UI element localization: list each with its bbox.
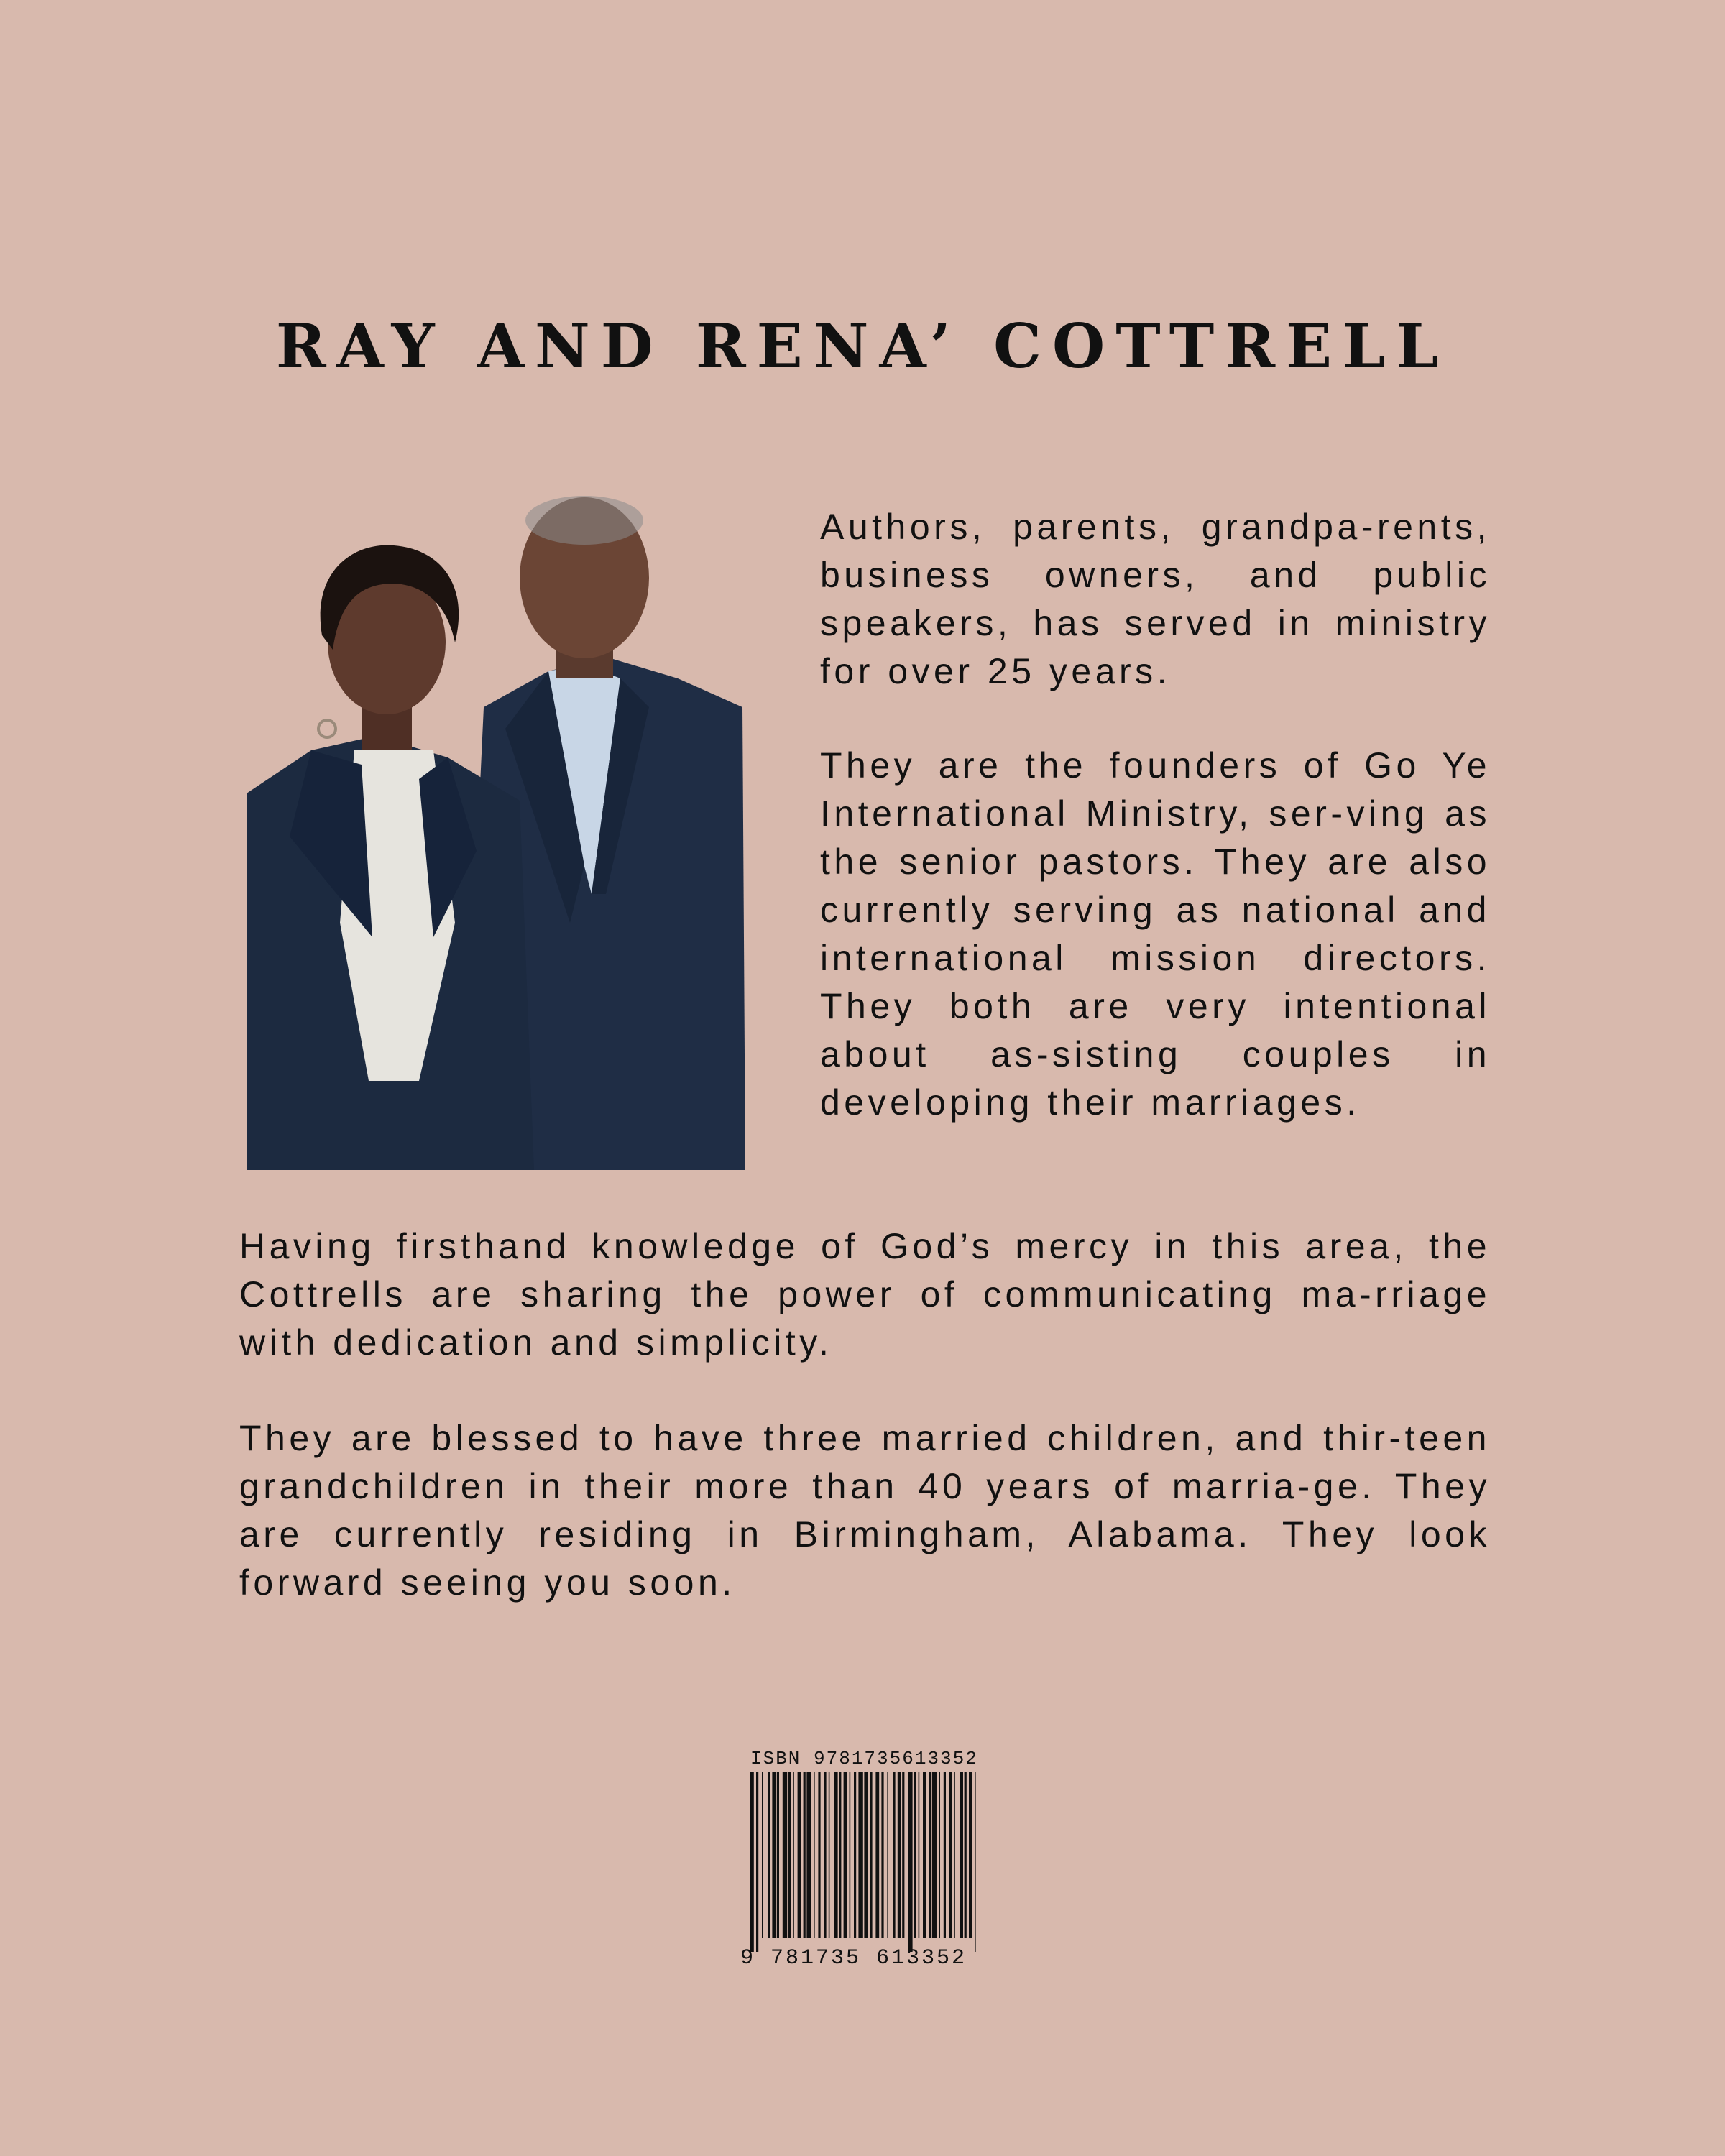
barcode-bar <box>932 1772 937 1938</box>
isbn-label: ISBN 9781735613352 <box>750 1748 978 1769</box>
barcode-bar <box>881 1772 883 1938</box>
barcode-bar <box>919 1772 920 1938</box>
barcode-bar <box>854 1772 856 1938</box>
authors-photo <box>247 492 745 1170</box>
barcode-bar <box>783 1772 787 1938</box>
barcode-bar <box>768 1772 770 1938</box>
barcode-bar <box>829 1772 830 1938</box>
barcode-bar <box>839 1772 841 1938</box>
barcode-bar <box>777 1772 779 1938</box>
barcode-bar <box>850 1772 851 1938</box>
barcode-bar <box>944 1772 946 1938</box>
barcode-bar <box>875 1772 879 1938</box>
barcode-bar <box>887 1772 888 1938</box>
barcode-bar <box>893 1772 895 1938</box>
barcode-bar <box>870 1772 872 1938</box>
barcode-bar <box>798 1772 801 1938</box>
bio-paragraph-3: Having firsthand knowledge of God’s mercy in this area, the Cottrells are sharing the power of communicating ma-rriage with dedication and simplicity. <box>239 1226 1491 1363</box>
barcode-bar <box>898 1772 901 1938</box>
barcode-bar <box>844 1772 847 1938</box>
barcode-bars <box>750 1772 980 1952</box>
barcode-bar <box>960 1772 963 1938</box>
barcode-bar <box>969 1772 972 1938</box>
barcode-bar <box>788 1772 791 1938</box>
barcode-bar <box>762 1772 763 1938</box>
barcode-bar <box>929 1772 931 1938</box>
barcode-bar <box>949 1772 952 1938</box>
barcode-bar <box>818 1772 820 1938</box>
barcode-bar <box>824 1772 826 1938</box>
barcode-bar <box>804 1772 806 1938</box>
barcode-bar <box>834 1772 838 1938</box>
barcode-bar <box>858 1772 862 1938</box>
bio-paragraph-4: They are blessed to have three married children, and thir-teen grandchildren in their more than 40 years of marria-ge. They are currently residing in Birmingham, Alabama. They look forward seeing you soon. <box>239 1418 1491 1603</box>
barcode-bar <box>975 1772 976 1952</box>
barcode-bar <box>772 1772 776 1938</box>
barcode-bar <box>908 1772 912 1952</box>
barcode-bar <box>939 1772 940 1938</box>
barcode-bar <box>902 1772 904 1938</box>
barcode-bar <box>914 1772 916 1938</box>
bio-paragraph-2: They are the founders of Go Ye International Ministry, ser-ving as the senior pastors. They are also currently serving as national and international mission directors. They both are very intentional about as-sisting couples in developing their marriages. <box>820 745 1491 1123</box>
barcode-bar <box>923 1772 926 1938</box>
isbn-barcode <box>740 1748 992 1978</box>
barcode-bar <box>750 1772 754 1952</box>
barcode-bar <box>965 1772 967 1938</box>
barcode-bar <box>954 1772 955 1938</box>
authors-photo-illustration <box>247 492 745 1170</box>
barcode-bar <box>756 1772 758 1952</box>
bio-paragraph-1: Authors, parents, grandpa-rents, business owners, and public speakers, has served in ministry for over 25 years. <box>820 507 1491 691</box>
barcode-digits: 9 781735 613352 <box>740 1946 967 1971</box>
barcode-bar <box>793 1772 794 1938</box>
barcode-bar <box>806 1772 811 1938</box>
book-title: RAY AND RENA’ COTTRELL <box>275 310 1450 382</box>
barcode-bar <box>864 1772 868 1938</box>
barcode-bar <box>814 1772 815 1938</box>
